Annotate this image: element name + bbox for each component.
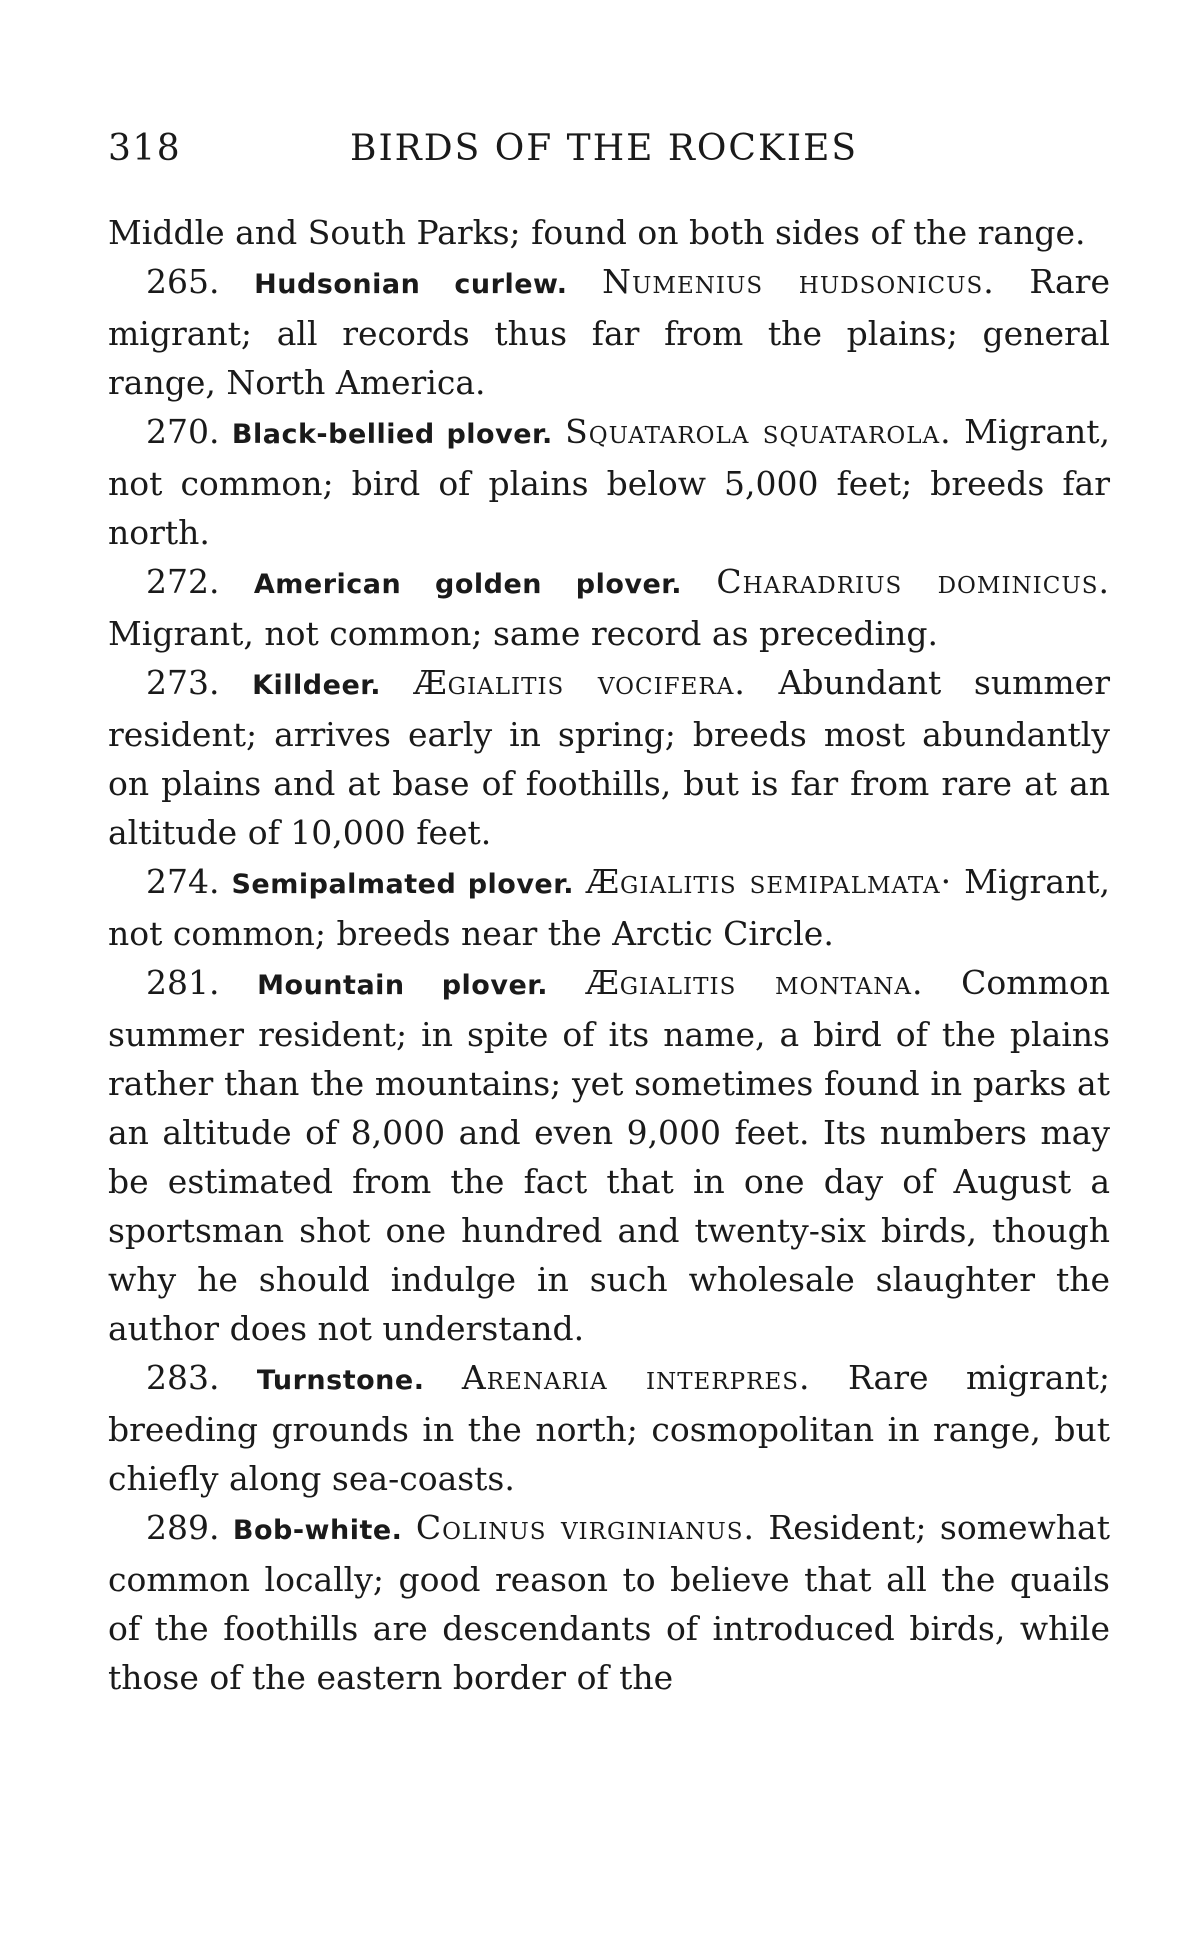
entry-number: 273. [146, 663, 220, 702]
species-entry-281 [108, 958, 1110, 1353]
scientific-name: Squatarola squatarola. [565, 412, 952, 451]
scientific-name: Ægialitis montana. [585, 963, 924, 1002]
entry-number: 289. [146, 1508, 220, 1547]
entry-description: Resident; somewhat common locally; good reason to believe that all the quails of the foothills are descendants of introduced birds, while those of the eastern border of the [108, 1508, 1110, 1697]
page-number: 318 [108, 128, 182, 169]
species-entry-274 [108, 857, 1110, 958]
entry-description: Migrant, not common; bird of plains below 5,000 feet; breeds far north. [108, 412, 1110, 552]
entry-number: 283. [146, 1358, 220, 1397]
entry-description: Common summer resident; in spite of its name, a bird of the plains rather than the mountains; yet sometimes found in parks at an altitude of 8,000 and even 9,000 feet. Its numbers may be estimated from the fact that in one day of August a sportsman shot one hundred and twenty-six birds, though why he should indulge in such wholesale slaughter the author does not understand. [108, 963, 1110, 1348]
common-name: Hudsonian curlew. [254, 269, 568, 300]
entry-description: Rare migrant; breeding grounds in the north; cosmopolitan in range, but chiefly along sea-coasts. [108, 1358, 1110, 1498]
scientific-name: Ægialitis vocifera. [413, 663, 746, 702]
species-entry-272 [108, 557, 1110, 658]
entry-number: 281. [146, 963, 220, 1002]
entry-description: Abundant summer resident; arrives early in spring; breeds most abundantly on plains and at base of foothills, but is far from rare at an altitude of 10,000 feet. [108, 663, 1110, 852]
common-name: Bob-white. [232, 1515, 403, 1546]
common-name: American golden plover. [253, 569, 683, 600]
common-name: Killdeer. [252, 670, 381, 701]
entry-number: 270. [146, 412, 220, 451]
species-entry-289 [108, 1503, 1110, 1702]
common-name: Turnstone. [256, 1365, 425, 1396]
running-head [108, 128, 1108, 178]
entry-description: Migrant, not common; same record as preceding. [108, 614, 938, 653]
species-entry-273 [108, 658, 1110, 857]
scientific-name: Arenaria interpres. [461, 1358, 811, 1397]
species-entry-283 [108, 1353, 1110, 1503]
species-entry-265 [108, 257, 1110, 407]
scientific-name: Numenius hudsonicus. [602, 262, 995, 301]
entry-number: 272. [146, 562, 220, 601]
entry-description: Migrant, not common; breeds near the Arctic Circle. [108, 862, 1110, 953]
entry-number: 274. [146, 862, 220, 901]
scientific-name: Colinus virginianus. [415, 1508, 755, 1547]
running-title: BIRDS OF THE ROCKIES [350, 128, 859, 169]
common-name: Black-bellied plover. [231, 419, 553, 450]
common-name: Mountain plover. [257, 970, 548, 1001]
scientific-name: Ægialitis semipalmata· [585, 862, 953, 901]
scientific-name: Charadrius dominicus. [716, 562, 1110, 601]
species-entry-270 [108, 407, 1110, 557]
entry-number: 265. [146, 262, 220, 301]
entry-description: Rare migrant; all records thus far from the plains; general range, North America. [108, 262, 1110, 402]
common-name: Semipalmated plover. [231, 869, 574, 900]
continuation-paragraph: Middle and South Parks; found on both sides of the range. [108, 213, 1086, 252]
body-text [108, 208, 1110, 1702]
